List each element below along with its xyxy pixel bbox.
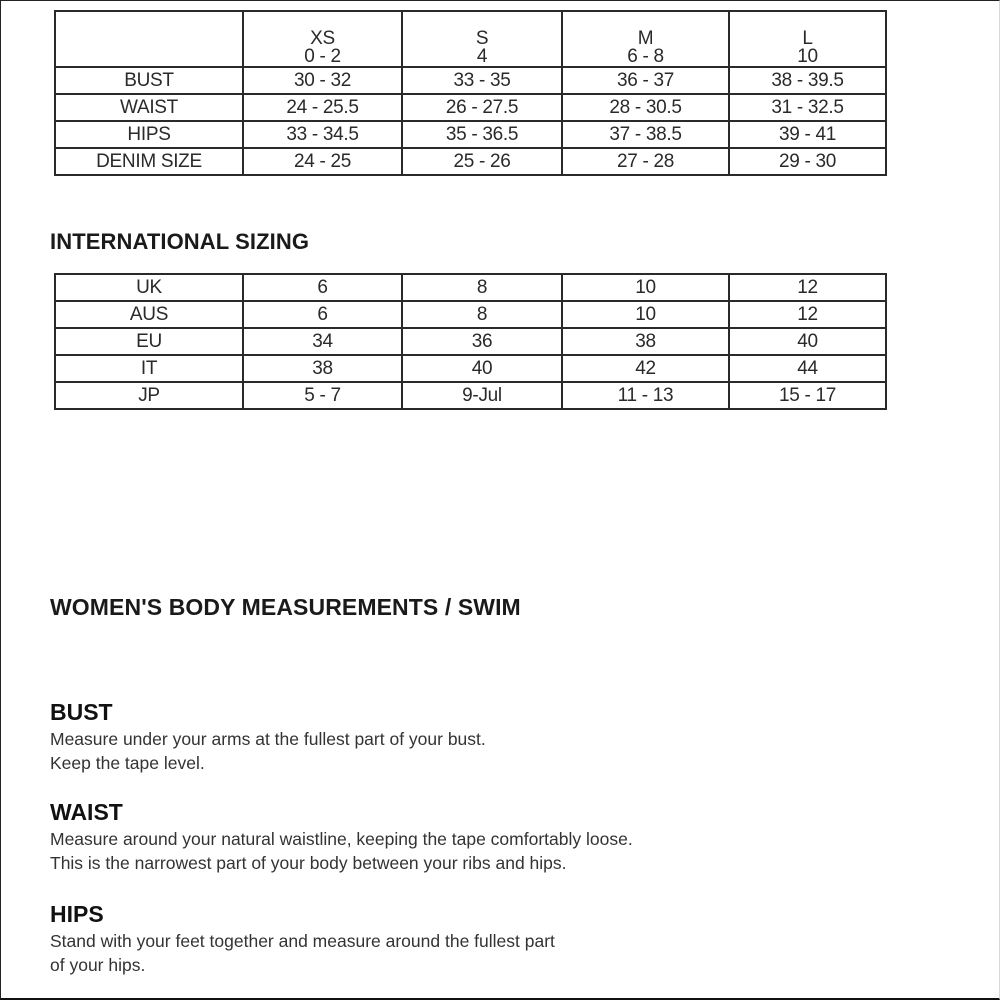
row-label: BUST [55, 67, 243, 94]
instruction-line: of your hips. [50, 955, 146, 975]
row-label: DENIM SIZE [55, 148, 243, 175]
header-cell-m [562, 11, 729, 67]
table-cell: 42 [562, 355, 729, 382]
table-cell: 33 - 35 [402, 67, 562, 94]
waist-title: WAIST [50, 799, 123, 825]
table-cell: 38 [243, 355, 402, 382]
table-row-bust [55, 67, 886, 94]
instruction-line: Measure around your natural waistline, keeping the tape comfortably loose. [50, 829, 633, 849]
header-cell-s [402, 11, 562, 67]
row-label: HIPS [55, 121, 243, 148]
table-row-uk [55, 274, 886, 301]
instruction-line: This is the narrowest part of your body between your ribs and hips. [50, 853, 567, 873]
size-letter: S [475, 28, 489, 49]
size-letter: L [802, 28, 813, 49]
table-cell: 11 - 13 [562, 382, 729, 409]
table-row-hips [55, 121, 886, 148]
table-cell: 12 [729, 301, 886, 328]
instruction-line: Keep the tape level. [50, 753, 205, 773]
table-cell: 35 - 36.5 [402, 121, 562, 148]
table-cell: 9-Jul [402, 382, 562, 409]
instruction-line: Stand with your feet together and measure around the fullest part [50, 931, 555, 951]
row-label: WAIST [55, 94, 243, 121]
table-cell: 33 - 34.5 [243, 121, 402, 148]
header-cell-l [729, 11, 886, 67]
row-label: EU [55, 328, 243, 355]
hips-title: HIPS [50, 901, 104, 927]
table-cell: 10 [562, 274, 729, 301]
size-number: 6 - 8 [627, 45, 664, 67]
table-row-eu [55, 328, 886, 355]
table-cell: 38 [562, 328, 729, 355]
row-label: AUS [55, 301, 243, 328]
size-header-row [55, 11, 886, 67]
table-cell: 8 [402, 274, 562, 301]
table-row-denim-size [55, 148, 886, 175]
size-chart-table [54, 10, 887, 176]
row-label: IT [55, 355, 243, 382]
bust-title: BUST [50, 699, 113, 725]
table-cell: 26 - 27.5 [402, 94, 562, 121]
table-cell: 40 [729, 328, 886, 355]
table-cell: 24 - 25 [243, 148, 402, 175]
row-label: UK [55, 274, 243, 301]
row-label: JP [55, 382, 243, 409]
size-letter: XS [310, 28, 335, 49]
table-cell: 34 [243, 328, 402, 355]
table-cell: 10 [562, 301, 729, 328]
table-cell: 25 - 26 [402, 148, 562, 175]
size-number: 10 [797, 45, 818, 67]
table-cell: 39 - 41 [729, 121, 886, 148]
hips-instructions [50, 929, 555, 977]
size-letter: M [637, 28, 654, 49]
bust-instructions [50, 727, 486, 775]
table-cell: 24 - 25.5 [243, 94, 402, 121]
international-sizing-heading: INTERNATIONAL SIZING [50, 229, 310, 254]
table-cell: 8 [402, 301, 562, 328]
instruction-line: Measure under your arms at the fullest part of your bust. [50, 729, 486, 749]
size-number: 4 [476, 45, 488, 67]
table-cell: 12 [729, 274, 886, 301]
table-cell: 31 - 32.5 [729, 94, 886, 121]
table-cell: 30 - 32 [243, 67, 402, 94]
table-cell: 6 [243, 274, 402, 301]
waist-instructions [50, 827, 633, 875]
body-measurements-heading: WOMEN'S BODY MEASUREMENTS / SWIM [50, 594, 521, 620]
table-cell: 36 [402, 328, 562, 355]
table-cell: 28 - 30.5 [562, 94, 729, 121]
table-row-aus [55, 301, 886, 328]
size-number: 0 - 2 [304, 45, 341, 67]
table-cell: 38 - 39.5 [729, 67, 886, 94]
table-cell: 27 - 28 [562, 148, 729, 175]
table-row-waist [55, 94, 886, 121]
table-row-it [55, 355, 886, 382]
table-cell: 40 [402, 355, 562, 382]
table-cell: 36 - 37 [562, 67, 729, 94]
table-cell: 5 - 7 [243, 382, 402, 409]
header-cell-xs [243, 11, 402, 67]
table-cell: 44 [729, 355, 886, 382]
international-sizing-table [54, 273, 887, 410]
table-cell: 15 - 17 [729, 382, 886, 409]
table-row-jp [55, 382, 886, 409]
table-cell: 29 - 30 [729, 148, 886, 175]
table-cell: 37 - 38.5 [562, 121, 729, 148]
table-cell: 6 [243, 301, 402, 328]
empty-corner-cell [55, 11, 243, 67]
